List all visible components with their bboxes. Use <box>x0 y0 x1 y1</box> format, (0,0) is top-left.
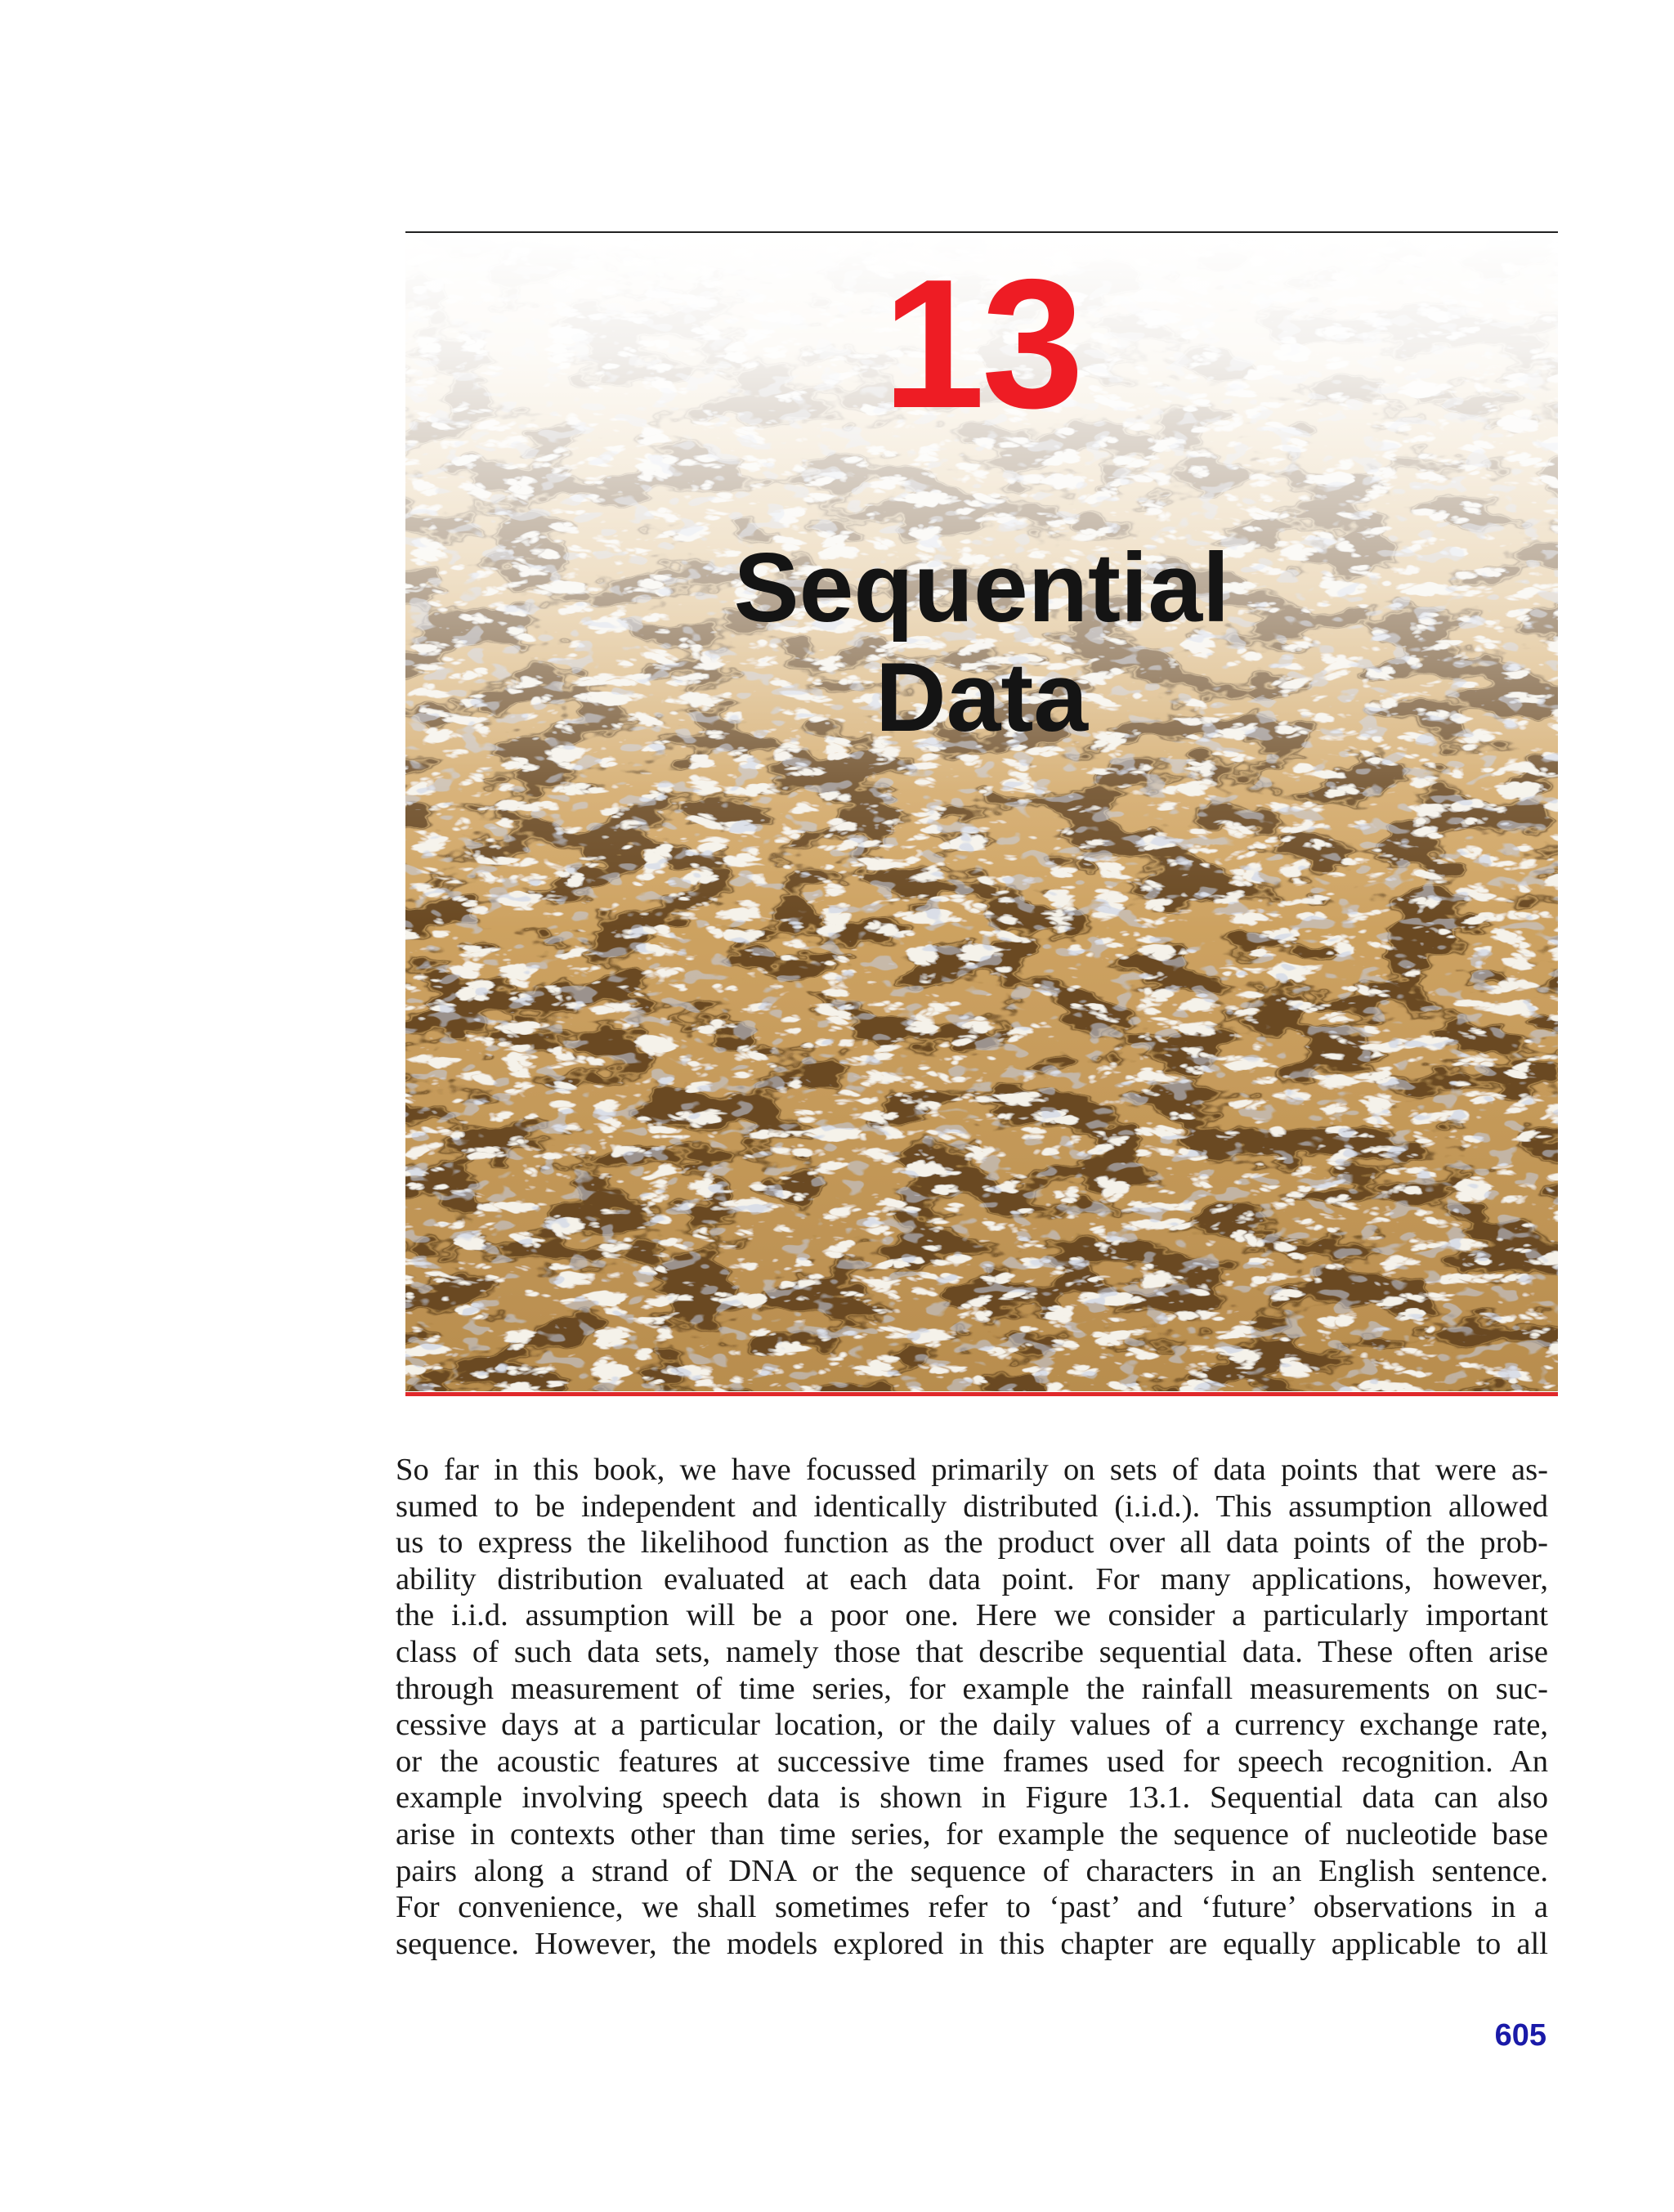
text-line: through measurement of time series, for example the rainfall measurements on suc- <box>396 1671 1548 1706</box>
text-line: cessive days at a particular location, or the daily values of a currency exchange rate, <box>396 1708 1548 1743</box>
text-line: ability distribution evaluated at each data point. For many applications, however, <box>396 1561 1548 1596</box>
text-line: sumed to be independent and identically distributed (i.i.d.). This assumption allowed <box>396 1489 1548 1524</box>
body-paragraph <box>396 1452 1548 1962</box>
text-line: arise in contexts other than time series, for example the sequence of nucleotide base <box>396 1816 1548 1852</box>
text-line: example involving speech data is shown in Figure 13.1. Sequential data can also <box>396 1780 1548 1816</box>
text-line: or the acoustic features at successive time frames used for speech recognition. An <box>396 1744 1548 1779</box>
accent-rule <box>405 1392 1558 1396</box>
text-line: class of such data sets, namely those that describe sequential data. These often arise <box>396 1634 1548 1669</box>
chapter-title-line: Data <box>875 643 1089 752</box>
text-line: For convenience, we shall sometimes refer to ‘past’ and ‘future’ observations in a <box>396 1890 1548 1925</box>
text-line: the i.i.d. assumption will be a poor one. Here we consider a particularly important <box>396 1598 1548 1633</box>
text-line: us to express the likelihood function as the product over all data points of the prob- <box>396 1525 1548 1560</box>
chapter-number: 13 <box>882 240 1081 446</box>
chapter-title-line: Sequential <box>733 533 1230 643</box>
top-rule <box>405 231 1558 233</box>
text-line: sequence. However, the models explored in this chapter are equally applicable to all <box>396 1926 1548 1961</box>
text-line: pairs along a strand of DNA or the sequence of characters in an English sentence. <box>396 1853 1548 1888</box>
chapter-title <box>405 533 1558 752</box>
page-number: 605 <box>1494 2018 1546 2053</box>
chapter-header-image <box>405 235 1558 1391</box>
text-line: So far in this book, we have focussed primarily on sets of data points that were as- <box>396 1453 1548 1487</box>
